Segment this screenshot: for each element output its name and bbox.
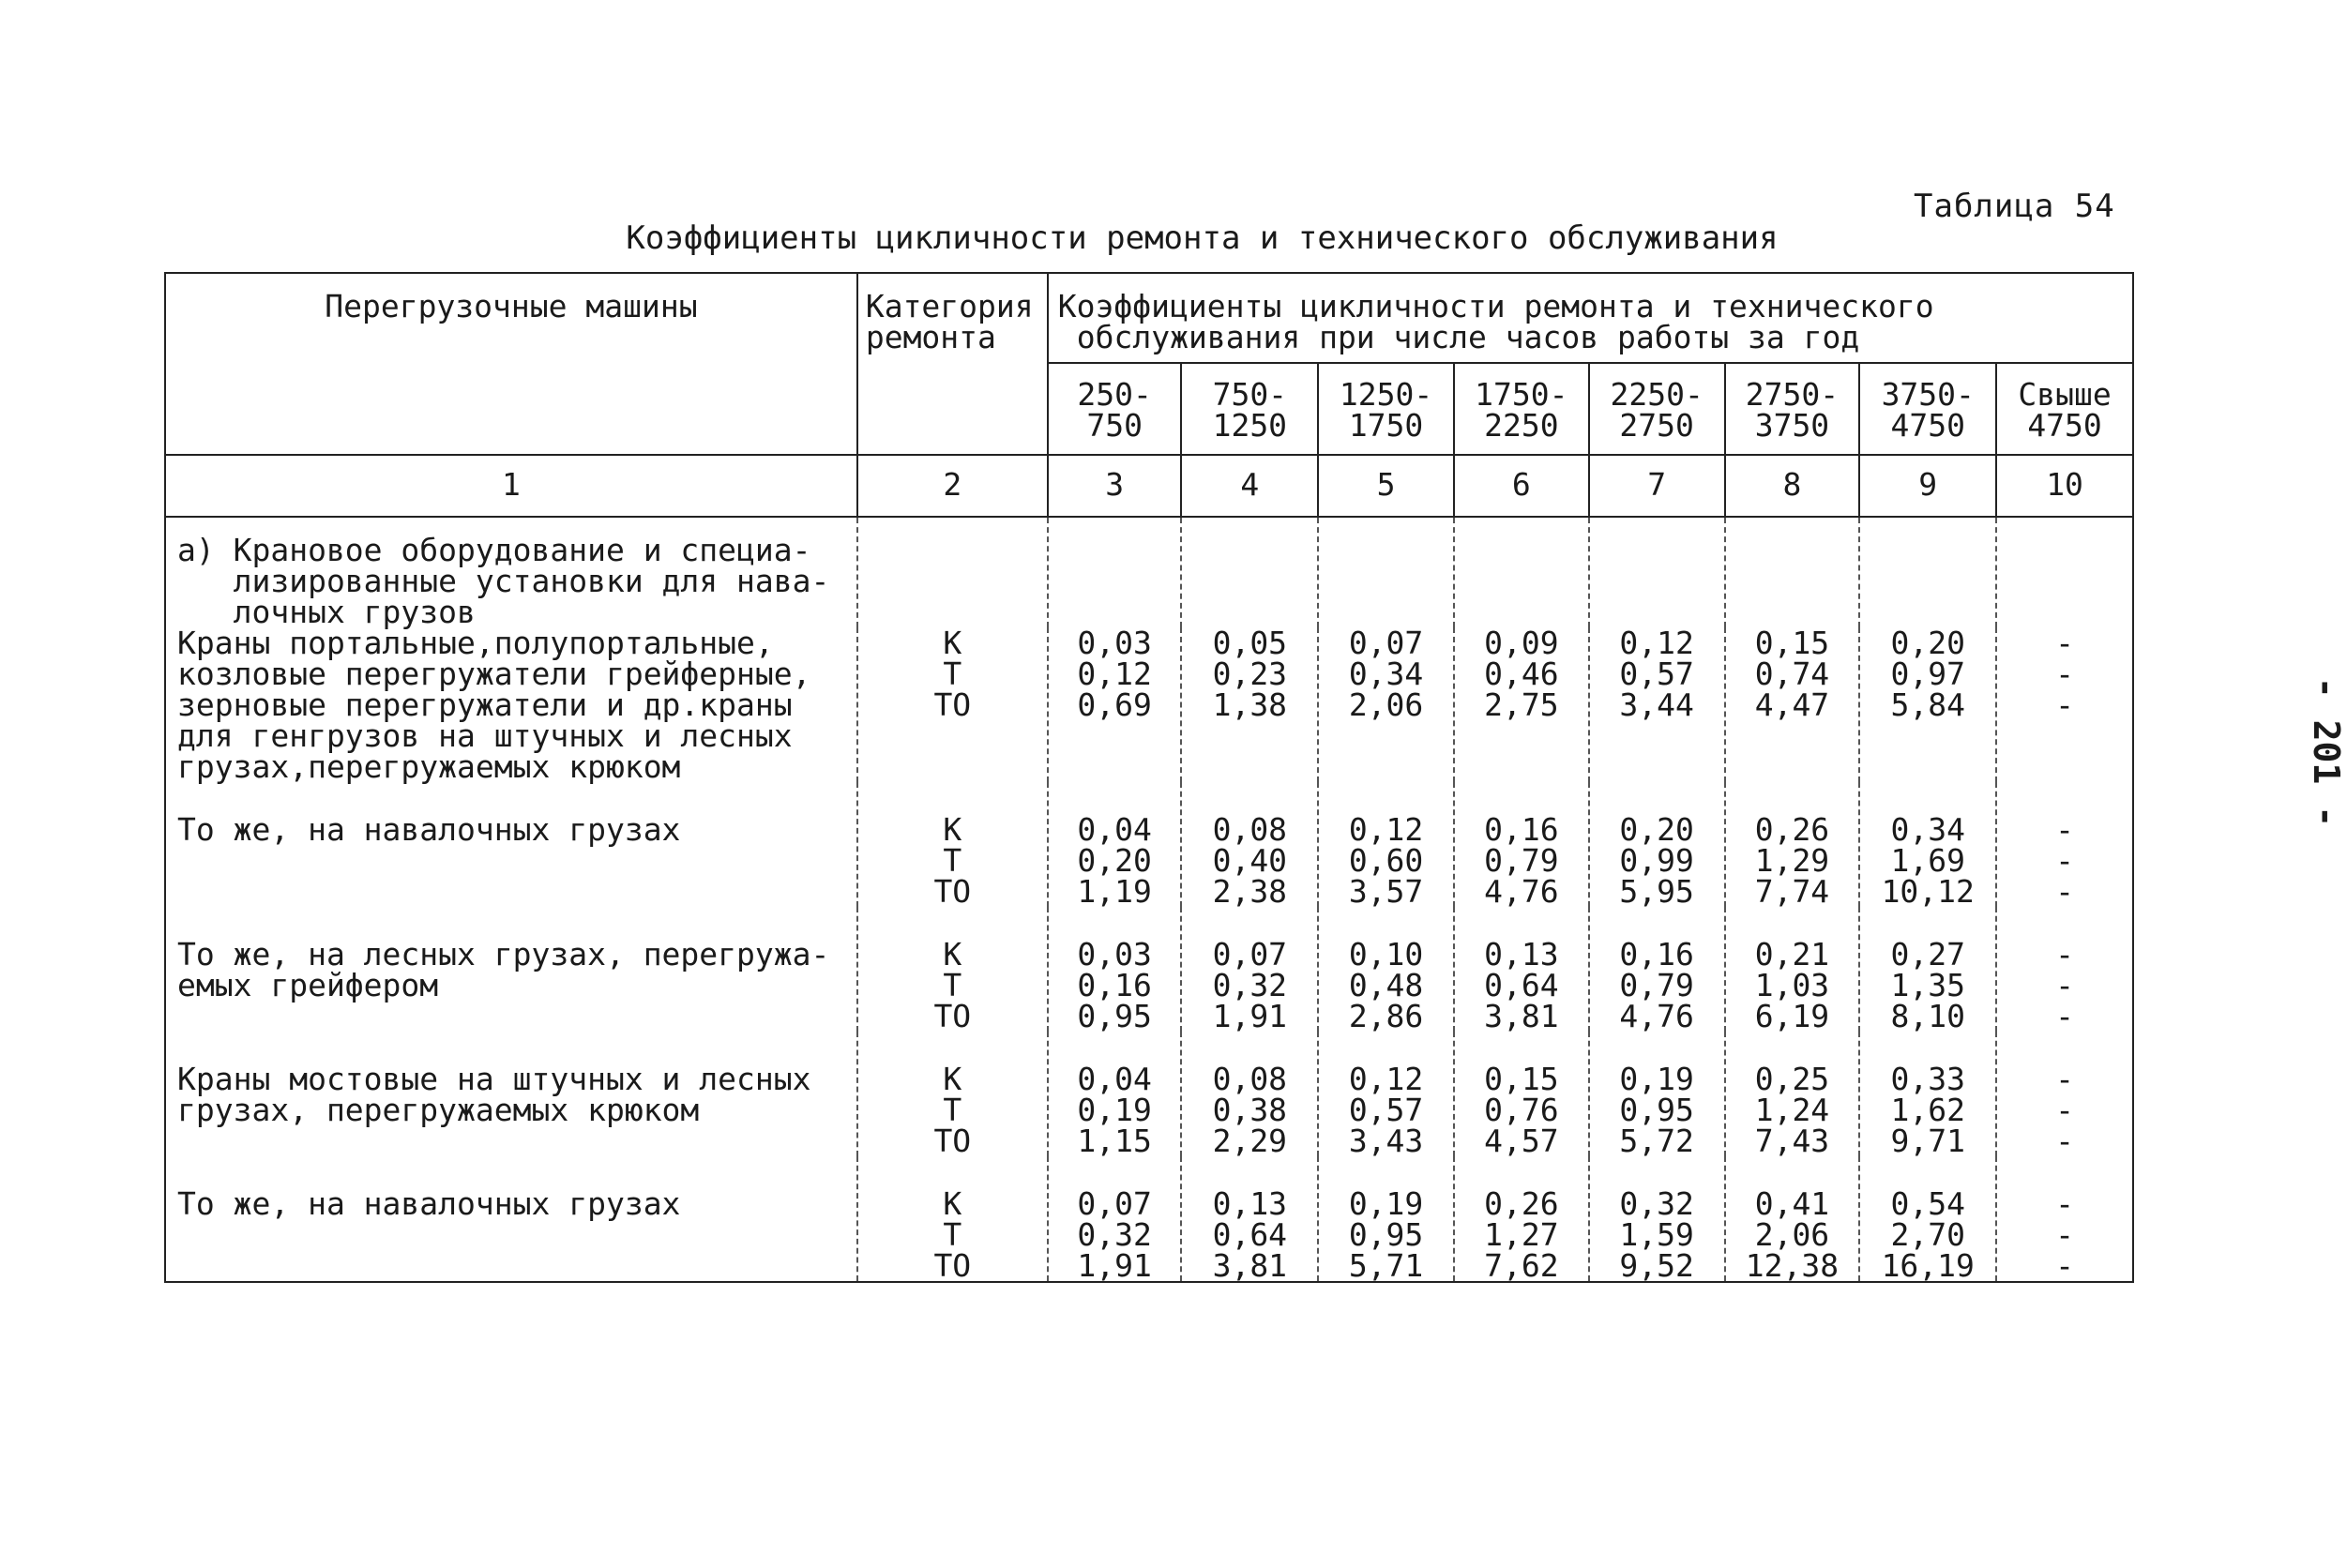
col-number: 7 [1589, 455, 1725, 517]
coefficient-cell: 0,25 1,24 7,43 [1725, 1032, 1860, 1156]
page-number: - 201 - [2306, 676, 2347, 828]
coefficient-cell: 0,54 2,70 16,19 [1859, 1156, 1996, 1282]
col-number: 6 [1454, 455, 1589, 517]
coefficient-cell: 0,41 2,06 12,38 [1725, 1156, 1860, 1282]
coefficient-cell: 0,10 0,48 2,86 [1318, 907, 1454, 1032]
coefficient-cell: 0,26 1,27 7,62 [1454, 1156, 1589, 1282]
table-row [165, 782, 2133, 907]
cyclicity-table [164, 272, 2134, 1283]
header-coefficients [1048, 273, 2133, 363]
repair-category: К Т ТО [857, 627, 1048, 782]
coefficient-cell: - - - [1996, 907, 2133, 1032]
coefficient-cell: 0,07 0,32 1,91 [1181, 907, 1318, 1032]
header-category-line2: ремонта [865, 319, 996, 355]
coefficient-cell: 0,09 0,46 2,75 [1454, 627, 1589, 782]
coefficient-cell: 0,03 0,16 0,95 [1048, 907, 1182, 1032]
coefficient-cell: 0,04 0,19 1,15 [1048, 1032, 1182, 1156]
section-title: а) Крановое оборудование и специа- лизированные установки для нава- лочных грузов [165, 517, 857, 627]
machine-name: То же, на навалочных грузах [165, 782, 857, 907]
machine-name: То же, на навалочных грузах [165, 1156, 857, 1282]
col-number: 3 [1048, 455, 1182, 517]
header-row-1 [165, 273, 2133, 363]
coefficient-cell: 0,08 0,38 2,29 [1181, 1032, 1318, 1156]
coefficient-cell: 0,07 0,34 2,06 [1318, 627, 1454, 782]
header-coefficients-line2: обслуживания при числе часов работы за год [1076, 319, 1860, 355]
coefficient-cell: 0,03 0,12 0,69 [1048, 627, 1182, 782]
hours-col-7: 2250- 2750 [1589, 363, 1725, 455]
col-number: 5 [1318, 455, 1454, 517]
coefficient-cell: 0,05 0,23 1,38 [1181, 627, 1318, 782]
coefficient-cell: 0,19 0,95 5,72 [1589, 1032, 1725, 1156]
col-number: 1 [165, 455, 857, 517]
coefficient-cell: - - - [1996, 627, 2133, 782]
coefficient-cell: 0,08 0,40 2,38 [1181, 782, 1318, 907]
coefficient-cell: 0,13 0,64 3,81 [1181, 1156, 1318, 1282]
coefficient-cell: 0,15 0,76 4,57 [1454, 1032, 1589, 1156]
coefficient-cell: 0,20 0,99 5,95 [1589, 782, 1725, 907]
coefficient-cell: 0,16 0,79 4,76 [1454, 782, 1589, 907]
column-numbers-row [165, 455, 2133, 517]
coefficient-cell: 0,19 0,95 5,71 [1318, 1156, 1454, 1282]
table-row [165, 1156, 2133, 1282]
coefficient-cell: 0,20 0,97 5,84 [1859, 627, 1996, 782]
repair-category: К Т ТО [857, 782, 1048, 907]
repair-category: К Т ТО [857, 1156, 1048, 1282]
table-caption: Коэффициенты цикличности ремонта и технического обслуживания [626, 219, 1779, 257]
coefficient-cell: 0,12 0,60 3,57 [1318, 782, 1454, 907]
coefficient-cell: 0,33 1,62 9,71 [1859, 1032, 1996, 1156]
coefficient-cell: 0,34 1,69 10,12 [1859, 782, 1996, 907]
table-row [165, 627, 2133, 782]
section-title-row [165, 517, 2133, 627]
hours-col-6: 1750- 2250 [1454, 363, 1589, 455]
table-label: Таблица 54 [1914, 188, 2115, 225]
coefficient-cell: 0,16 0,79 4,76 [1589, 907, 1725, 1032]
coefficient-cell: 0,26 1,29 7,74 [1725, 782, 1860, 907]
hours-col-5: 1250- 1750 [1318, 363, 1454, 455]
header-category [857, 273, 1048, 455]
coefficient-cell: 0,21 1,03 6,19 [1725, 907, 1860, 1032]
hours-col-4: 750- 1250 [1181, 363, 1318, 455]
coefficient-cell: - - - [1996, 1032, 2133, 1156]
coefficient-cell: - - - [1996, 1156, 2133, 1282]
coefficient-cell: 0,12 0,57 3,43 [1318, 1032, 1454, 1156]
col-number: 8 [1725, 455, 1860, 517]
col-number: 9 [1859, 455, 1996, 517]
coefficient-cell: 0,32 1,59 9,52 [1589, 1156, 1725, 1282]
hours-col-9: 3750- 4750 [1859, 363, 1996, 455]
coefficient-cell: 0,15 0,74 4,47 [1725, 627, 1860, 782]
col-number: 2 [857, 455, 1048, 517]
header-machines: Перегрузочные машины [165, 273, 857, 455]
coefficient-cell: 0,27 1,35 8,10 [1859, 907, 1996, 1032]
machine-name: Краны портальные,полупортальные, козловые перегружатели грейферные, зерновые перегружатели и др.краны для генгрузов на штучных и лесных грузах,перегружаемых крюком [165, 627, 857, 782]
machine-name: То же, на лесных грузах, перегружа- емых грейфером [165, 907, 857, 1032]
coefficient-cell: 0,07 0,32 1,91 [1048, 1156, 1182, 1282]
header-category-line1: Категория [865, 288, 1034, 324]
col-number: 10 [1996, 455, 2133, 517]
col-number: 4 [1181, 455, 1318, 517]
coefficient-cell: 0,13 0,64 3,81 [1454, 907, 1589, 1032]
hours-col-8: 2750- 3750 [1725, 363, 1860, 455]
hours-col-10: Свыше 4750 [1996, 363, 2133, 455]
table-row [165, 1032, 2133, 1156]
hours-col-3: 250- 750 [1048, 363, 1182, 455]
repair-category: К Т ТО [857, 1032, 1048, 1156]
machine-name: Краны мостовые на штучных и лесных грузах, перегружаемых крюком [165, 1032, 857, 1156]
coefficient-cell: 0,12 0,57 3,44 [1589, 627, 1725, 782]
coefficient-cell: - - - [1996, 782, 2133, 907]
table-body [165, 517, 2133, 1282]
header-coefficients-line1: Коэффициенты цикличности ремонта и технического [1057, 288, 1934, 324]
repair-category: К Т ТО [857, 907, 1048, 1032]
table-row [165, 907, 2133, 1032]
coefficient-cell: 0,04 0,20 1,19 [1048, 782, 1182, 907]
